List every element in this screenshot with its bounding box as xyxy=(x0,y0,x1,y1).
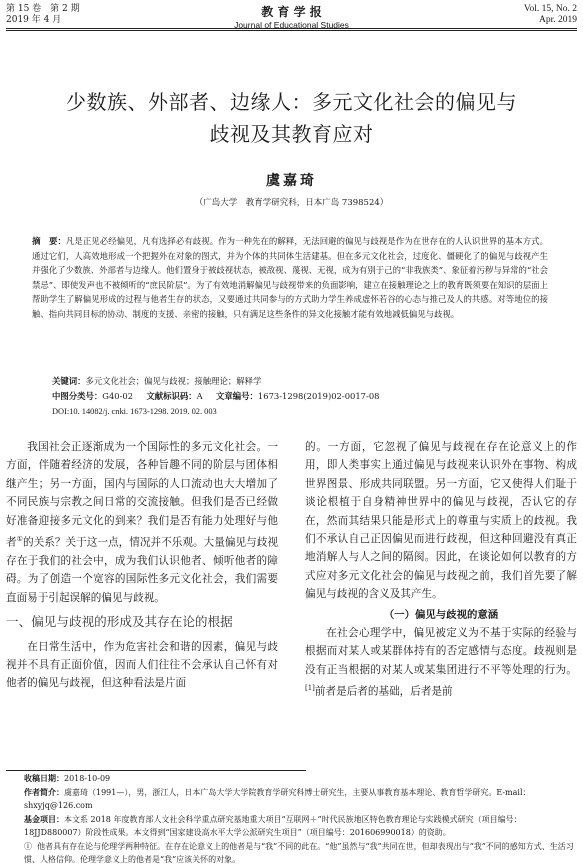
footnote-ref[interactable]: ① xyxy=(16,535,23,544)
doi: DOI:10. 14082/j. cnki. 1673-1298. 2019. 02. 003 xyxy=(52,407,217,416)
footnote-rule xyxy=(6,770,306,771)
paragraph xyxy=(305,624,577,701)
received-value: 2018-10-09 xyxy=(64,774,111,783)
fund-info xyxy=(6,813,577,840)
journal-name-cn: 教 育 学 报 xyxy=(261,5,322,19)
doc-code-label: 文献标识码： xyxy=(146,391,197,401)
paragraph: 的。一方面，它忽视了偏见与歧视在存在论意义上的作用，即人类事实上通过偏见与歧视来认识外在事物、构成世界图景、形成共同联盟。另一方面，它又使得人们耻于谈论根植于自身精神世界中的偏见与歧视，否认它的存在，然而其结果只能是形式上的尊重与实质上的歧视。我们不承认自己正因偏见而进行歧视，但这种回避没有真正地消解人与人之间的隔阂。因此，在谈论如何以教育的方式应对多元文化社会的偏见与歧视之前，我们首先要了解偏见与歧视的含义及其产生。 xyxy=(305,441,577,601)
received-label: 收稿日期： xyxy=(24,774,64,783)
fund-text: 本文系 2018 年度教育部人文社会科学重点研究基地重大项目“互联网＋”时代民族地区特色教育理论与实践模式研究（项目编号：18JJD880007）阶段性成果。本文得到“国家建设高水平大学公派研究生项目”（项目编号：201606990018）的资助。 xyxy=(24,814,522,837)
abstract-label: 摘 要： xyxy=(32,236,66,246)
classification xyxy=(52,390,562,403)
date-cn: 2019 年 4 月 xyxy=(6,15,62,25)
paragraph-text: 我国社会正逐渐成为一个国际性的多元文化社会。一方面，伴随着经济的发展，各种旨趣不同的阶层与团体相继产生；另一方面，国内与国际的人口流动也大大增加了不同民族与宗教之间日常的交流接触。但我们是否已经做好准备迎接多元文化的到来？我们是否有能力处理好与他者 xyxy=(6,441,278,549)
volume-en: Vol. 15, No. 2 xyxy=(523,4,577,14)
volume-cn: 第 15 卷 第 2 期 xyxy=(6,4,80,14)
abstract-text: 凡是正见必经偏见，凡有选择必有歧视。作为一种先在的解释，无法回避的偏见与歧视是作为在世存在的人认识世界的基本方式。通过它们，人高效地形成一个把握外在对象的图式，并为个体的共同体生活建基。但在多元文化社会，过度化、僵硬化了的偏见与歧视产生并强化了少数族、外部者与边缘人。他们置身于被歧视状态，被敌视、蔑视、无视，成为有别于己的“非我族类”、象征着污秽与异常的“社会禁忌”、即使发声也不被倾听的“庶民阶层”。为了有效地消解偏见与歧视带来的负面影响，建立在接触理论之上的教育既须要在知识的层面上帮助学生了解偏见形成的过程与他者生存的状态，又要通过共同参与的方式助力学生养成虚怀若谷的心态与推己及人的共感。对等地位的接触、指向共同目标的协动、制度的支援、亲密的接触，只有满足这些条件的异文化接触才能有效地减低偏见与歧视。 xyxy=(32,236,548,319)
paragraph xyxy=(6,438,278,607)
received-date xyxy=(6,772,577,786)
keywords xyxy=(52,375,552,388)
author-bio-text: 虞嘉琦（1991—），男，浙江人，日本广岛大学大学院教育学研究科博士研究生，主要从事教育基本理论、教育哲学研究。E-mail：shxyjq@126.com xyxy=(24,787,531,810)
body-column-right xyxy=(305,438,577,701)
title-line-2: 歧视及其教育应对 xyxy=(209,122,374,146)
header-rule xyxy=(6,28,577,29)
footnote-text: 他者具有存在论与伦理学两种特征。在存在论意义上的他者是与“我”不同的此在。“他”虽然与“我”共同在世，但却表现出与“我”不同的感知方式、生活习惯、人格信仰。伦理学意义上的他者是“我”应该关怀的对象。 xyxy=(24,841,574,864)
author-bio-label: 作者简介： xyxy=(24,787,64,797)
paper-title xyxy=(0,86,583,150)
author-bio xyxy=(6,786,577,813)
paragraph: 在日常生活中，作为危害社会和谐的因素，偏见与歧视并不具有正面价值，因而人们往往不会承认自己怀有对他者的偏见与歧视，但这种看法是片面 xyxy=(6,640,278,690)
keywords-text: 多元文化社会；偏见与歧视；接触理论；解释学 xyxy=(85,376,262,386)
author-name: 虞嘉琦 xyxy=(266,173,317,189)
title-line-1: 少数族、外部者、边缘人：多元文化社会的偏见与 xyxy=(66,90,517,114)
header-rule-2 xyxy=(6,30,577,31)
paragraph-text: 在社会心理学中，偏见被定义为不基于实际的经验与根据而对某人或某群体持有的否定感情与态度。歧视则是没有正当根据的对某人或某集团进行不平等处理的行为。 xyxy=(305,627,577,676)
section-heading-1: 一、偏见与歧视的形成及其存在论的根据 xyxy=(6,614,233,630)
body-column-left xyxy=(6,438,278,693)
abstract xyxy=(32,234,548,322)
footnote-1 xyxy=(6,840,577,867)
date-en: Apr. 2019 xyxy=(539,15,577,25)
subsection-heading-1: （一）偏见与歧视的意涵 xyxy=(383,608,499,621)
clc-label: 中图分类号： xyxy=(52,391,103,401)
keywords-label: 关键词： xyxy=(52,376,86,386)
footnotes xyxy=(6,772,577,867)
footnote-mark: ① xyxy=(24,841,32,851)
fund-label: 基金项目： xyxy=(24,814,64,824)
article-number-label: 文章编号： xyxy=(216,391,258,401)
paragraph-text: 的关系？关于这一点，情况并不乐观。大量偏见与歧视存在于我们的社会中，成为我们认识他者、倾听他者的障碍。为了创造一个宽容的国际性多元文化社会，我们需要直面易于引起误解的偏见与歧视。 xyxy=(6,536,279,604)
citation-ref[interactable]: [1] xyxy=(305,684,315,693)
doc-code: A xyxy=(196,391,203,401)
journal-name xyxy=(0,3,583,31)
article-number: 1673-1298(2019)02-0017-08 xyxy=(257,391,380,401)
author-affiliation: （广岛大学 教育学研究科，日本广岛 7398524） xyxy=(194,198,389,208)
header-volume-en xyxy=(524,4,577,26)
clc-number: G40-02 xyxy=(102,391,134,401)
paragraph-text: 前者是后者的基础，后者是前 xyxy=(314,685,453,698)
journal-name-en: Journal of Educational Studies xyxy=(234,20,349,30)
